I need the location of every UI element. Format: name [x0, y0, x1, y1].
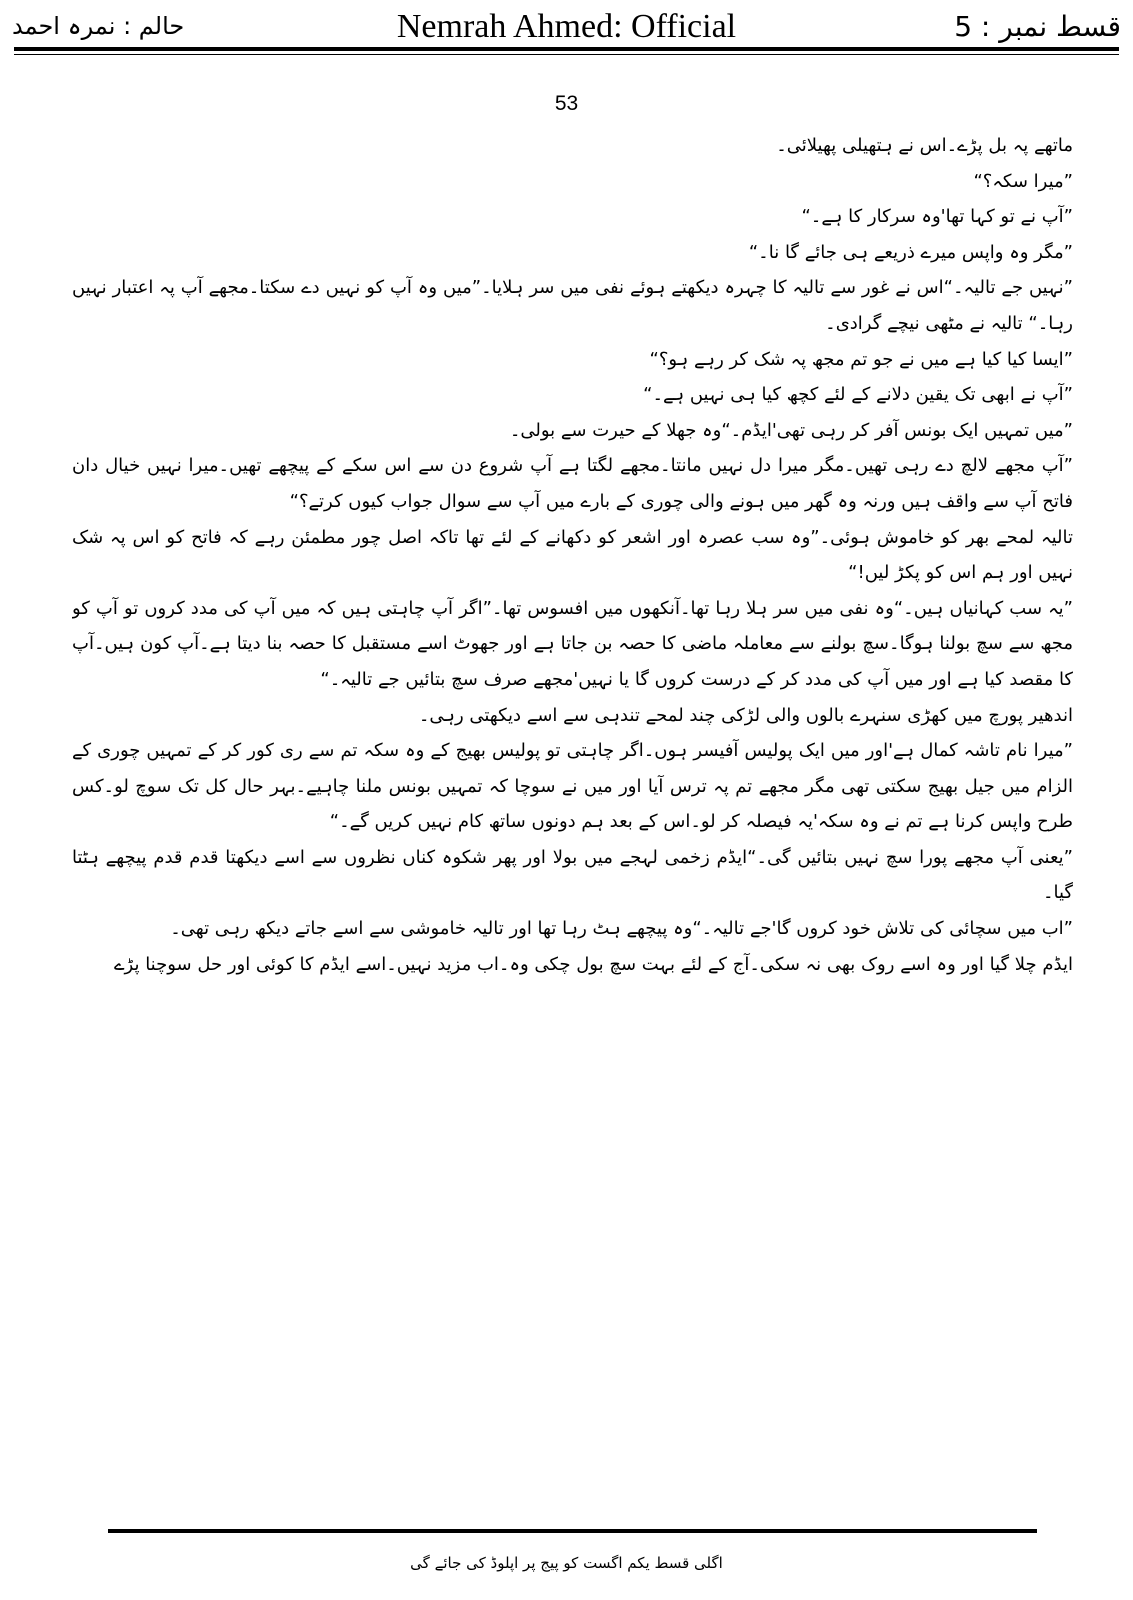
paragraph: ”مگر وہ واپس میرے ذریعے ہی جائے گا نا۔“: [748, 241, 1073, 263]
paragraph: ”آپ نے ابھی تک یقین دلانے کے لئے کچھ کیا ہی نہیں ہے۔“: [643, 384, 1073, 406]
paragraph: ”یہ سب کہانیاں ہیں۔“وہ نفی میں سر ہلا رہا تھا۔آنکھوں میں افسوس تھا۔”اگر آپ چاہتی ہیں کہ میں آپ کی مدد کروں تو آپ کو مجھ سے سچ بولنا ہوگا۔سچ بولنے سے معاملہ ماضی کا حصہ بن جاتا ہے اور جھوٹ اسے مستقبل کا حصہ بنا دیتا ہے۔آپ کون ہیں۔آپ کا مقصد کیا ہے اور میں آپ کی مدد کر کے درست کروں گا یا نہیں'مجھے صرف سچ بتائیں جے تالیہ۔“: [72, 597, 1073, 690]
paragraph: تالیہ لمحے بھر کو خاموش ہوئی۔”وہ سب عصرہ اور اشعر کو دکھانے کے لئے تھا تاکہ اصل چور مطمئن رہے کہ فاتح کو اس پہ شک نہیں اور ہم اس کو پکڑ لیں!“: [72, 526, 1073, 584]
paragraph: ”ایسا کیا کیا ہے میں نے جو تم مجھ پہ شک کر رہے ہو؟“: [649, 348, 1073, 370]
episode-label: قسط نمبر : 5: [954, 10, 1121, 43]
page-header: [0, 0, 1133, 50]
header-rule-thin: [14, 54, 1119, 55]
paragraph: ”میرا سکہ؟“: [973, 170, 1073, 192]
footer-rule: [108, 1529, 1037, 1533]
paragraph: ”نہیں جے تالیہ۔“اس نے غور سے تالیہ کا چہرہ دیکھتے ہوئے نفی میں سر ہلایا۔”میں وہ آپ کو نہیں دے سکتا۔مجھے آپ پہ اعتبار نہیں رہا۔“ تالیہ نے مٹھی نیچے گرادی۔: [72, 277, 1073, 334]
paragraph: ماتھے پہ بل پڑے۔اس نے ہتھیلی پھیلائی۔: [776, 135, 1073, 156]
page-number: 53: [554, 92, 579, 115]
author-label: حالم : نمرہ احمد: [12, 12, 185, 40]
paragraph: ”اب میں سچائی کی تلاش خود کروں گا'جے تالیہ۔“وہ پیچھے ہٹ رہا تھا اور تالیہ خاموشی سے اسے جاتے دیکھ رہی تھی۔: [170, 918, 1073, 940]
paragraph: ”آپ نے تو کہا تھا'وہ سرکار کا ہے۔“: [801, 206, 1073, 228]
paragraph: ”آپ مجھے لالچ دے رہی تھیں۔مگر میرا دل نہیں مانتا۔مجھے لگتا ہے آپ شروع دن سے اس سکے کے پیچھے تھیں۔میرا نہیں خیال دان فاتح آپ سے واقف ہیں ورنہ وہ گھر میں ہونے والی چوری کے بارے میں آپ سے سوال جواب کیوں کرتے؟“: [72, 455, 1073, 512]
story-text: [72, 128, 1073, 1478]
paragraph: اندھیر پورچ میں کھڑی سنہرے بالوں والی لڑکی چند لمحے تندہی سے اسے دیکھتی رہی۔: [418, 704, 1073, 726]
paragraph: ”یعنی آپ مجھے پورا سچ نہیں بتائیں گی۔“ایڈم زخمی لہجے میں بولا اور پھر شکوہ کناں نظروں سے اسے دیکھتا قدم قدم پیچھے ہٹتا گیا۔: [72, 846, 1073, 904]
footer-note: اگلی قسط یکم اگست کو پیج پر اپلوڈ کی جائے گی: [410, 1554, 723, 1572]
paragraph: ”میرا نام تاشہ کمال ہے'اور میں ایک پولیس آفیسر ہوں۔اگر چاہتی تو پولیس بھیج کے وہ سکہ تم سے ری کور کر کے تمہیں چوری کے الزام میں جیل بھیج سکتی تھی مگر مجھے تم پہ ترس آیا اور میں نے سوچا کہ تمہیں بونس ملنا چاہیے۔بہر حال کل تک سوچ لو۔کس طرح واپس کرنا ہے تم نے وہ سکہ'یہ فیصلہ کر لو۔اس کے بعد ہم دونوں ساتھ کام نہیں کریں گے۔“: [72, 740, 1073, 833]
header-rule-thick: [14, 47, 1119, 51]
paragraph: ایڈم چلا گیا اور وہ اسے روک بھی نہ سکی۔آج کے لئے بہت سچ بول چکی وہ۔اب مزید نہیں۔اسے ایڈم کا کوئی اور حل سوچنا پڑے: [113, 953, 1073, 975]
paragraph: ”میں تمہیں ایک بونس آفر کر رہی تھی'ایڈم۔“وہ جھلا کے حیرت سے بولی۔: [509, 419, 1073, 441]
site-title: Nemrah Ahmed: Official: [396, 8, 737, 45]
